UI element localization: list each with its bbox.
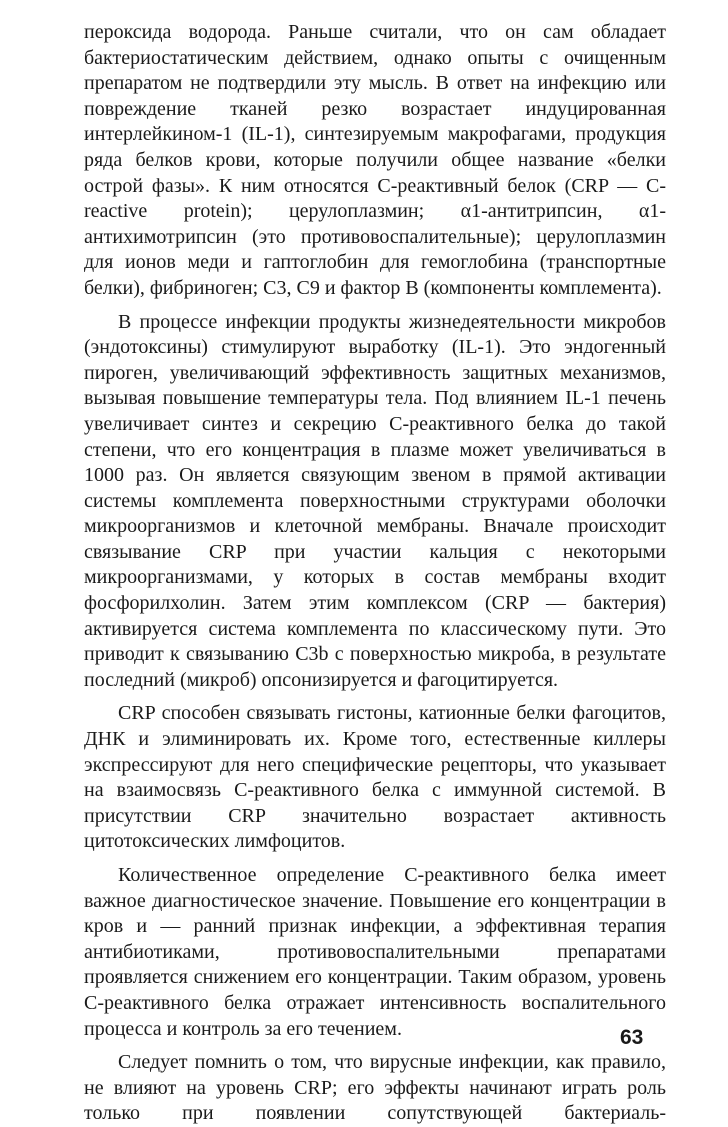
paragraph-acute-phase-proteins: пероксида водорода. Раньше считали, что он сам обладает бактериостатическим действием, однако опыты с очищенным препаратом не подтвердили эту мысль. В ответ на инфекцию или повреждение тканей резко возрастает индуцированная интерлейкином-1 (IL-1), синтезируемым макрофагами, продукция ряда белков крови, которые получили общее название «белки острой фазы». К ним относятся С-реактивный белок (CRP — C-reactive protein); церулоплазмин; α1-антитрипсин, α1-антихимотрипсин (это противовоспалительные); церулоплазмин для ионов меди и гаптоглобин для гемоглобина (транспортные белки), фибриноген; С3, С9 и фактор В (компоненты комплемента). <box>84 21 666 299</box>
paragraph-crp-histones: CRP способен связывать гистоны, катионные белки фагоцитов, ДНК и элиминировать их. Кроме того, естественные киллеры экспрессируют для него специфические рецепторы, что указывает на взаимосвязь С-реактивного белка с иммунной системой. В присутствии CRP значительно возрастает активность цитотоксических лимфоцитов. <box>84 702 666 853</box>
paragraph-viral-infections: Следует помнить о том, что вирусные инфекции, как правило, не влияют на уровень CRP; его эффекты начинают играть роль только при появлении сопутствующей бактериаль- <box>84 1051 666 1125</box>
paragraph-quantitative-determination: Количественное определение С-реактивного белка имеет важное диагностическое значение. Повышение его концентрации в кров и — ранний признак инфекции, а эффективная терапия антибиотиками, противовоспалительными препаратами проявляется снижением его концентрации. Таким образом, уровень С-реактивного белка отражает интенсивность воспалительного процесса и контроль за его течением. <box>84 864 666 1040</box>
paragraph-infection-process: В процессе инфекции продукты жизнедеятельности микробов (эндотоксины) стимулируют выработку (IL-1). Это эндогенный пироген, увеличивающий эффективность защитных механизмов, вызывая повышение температуры тела. Под влиянием IL-1 печень увеличивает синтез и секрецию С-реактивного белка до такой степени, что его концентрация в плазме может увеличиваться в 1000 раз. Он является связующим звеном в прямой активации системы комплемента поверхностными структурами оболочки микроорганизмов и клеточной мембраны. Вначале происходит связывание CRP при участии кальция с некоторыми микроорганизмами, у которых в состав мембраны входит фосфорилхолин. Затем этим комплексом (CRP — бактерия) активируется система комплемента по классическому пути. Это приводит к связыванию С3b с поверхностью микроба, в результате последний (микроб) опсонизируется и фагоцитируется. <box>84 310 666 691</box>
page-number: 63 <box>620 1026 644 1049</box>
